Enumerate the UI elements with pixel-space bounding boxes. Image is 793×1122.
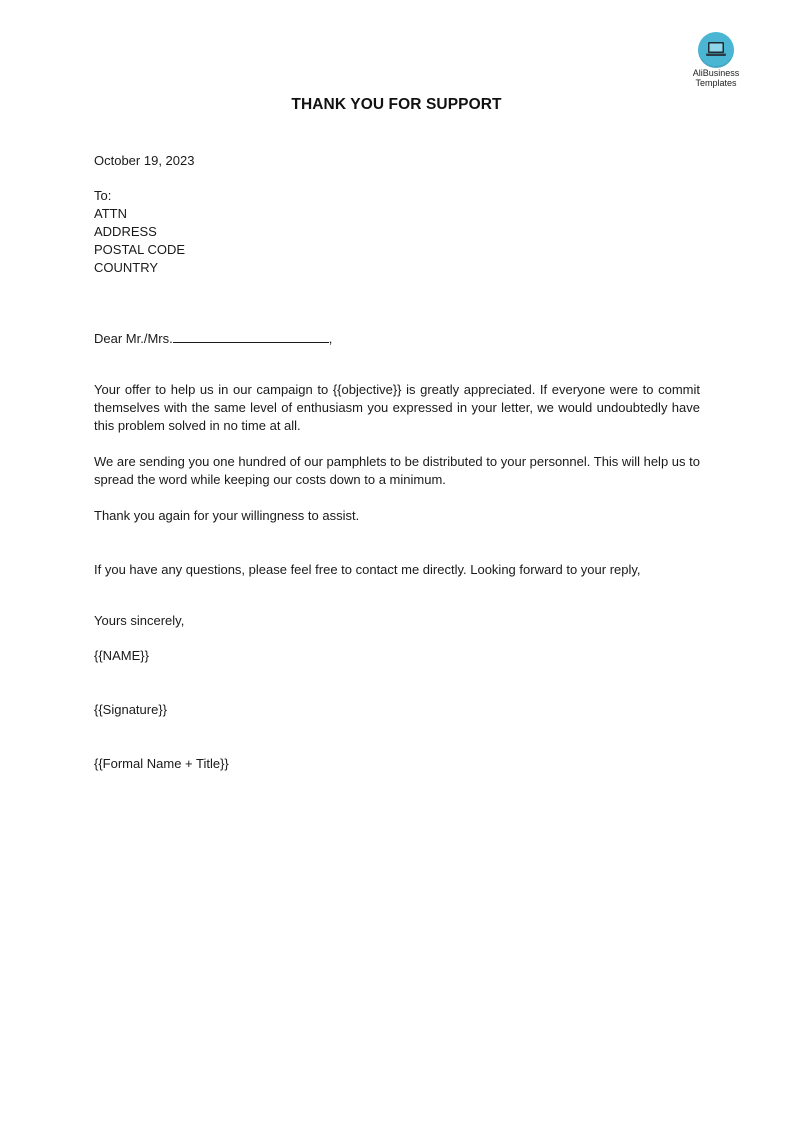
- valediction-text: Yours sincerely,: [94, 613, 185, 628]
- logo-text-line1: AliBusiness: [692, 68, 740, 78]
- letter-title: THANK YOU FOR SUPPORT: [291, 96, 502, 113]
- formal-name-placeholder: {{Formal Name + Title}}: [94, 756, 229, 771]
- recipient-country: COUNTRY: [94, 260, 159, 275]
- body-paragraph-3: [94, 507, 700, 525]
- logo-text-line2: Templates: [695, 78, 737, 88]
- laptop-icon: [705, 41, 727, 59]
- brand-logo: [684, 32, 748, 88]
- recipient-to: To:: [94, 188, 112, 203]
- logo-text: [684, 68, 748, 88]
- salutation: [94, 330, 700, 348]
- recipient-address: ADDRESS: [94, 224, 157, 239]
- body-paragraph-4: [94, 561, 700, 579]
- closing-valediction: [94, 612, 700, 630]
- body-paragraph-2: [94, 453, 700, 489]
- recipient-postal-code: POSTAL CODE: [94, 242, 186, 257]
- paragraph-text: Thank you again for your willingness to assist.: [94, 508, 360, 523]
- paragraph-text: We are sending you one hundred of our pamphlets to be distributed to your personnel. This will help us to spread the word while keeping our costs down to a minimum.: [94, 454, 700, 487]
- logo-circle: [698, 32, 734, 68]
- signature-placeholder: {{Signature}}: [94, 702, 168, 717]
- date-text: October 19, 2023: [94, 153, 195, 168]
- closing-name: [94, 647, 700, 665]
- salutation-blank-line: [173, 330, 329, 343]
- body-paragraph-1: [94, 381, 700, 435]
- recipient-attn: ATTN: [94, 206, 127, 221]
- paragraph-text: If you have any questions, please feel free to contact me directly. Looking forward to your reply,: [94, 562, 641, 577]
- recipient-block: [94, 187, 700, 277]
- name-placeholder: {{NAME}}: [94, 648, 149, 663]
- paragraph-text: Your offer to help us in our campaign to {{objective}} is greatly appreciated. If everyone were to commit themselves with the same level of enthusiasm you expressed in your letter, we would undoubtedly have this problem solved in no time at all.: [94, 382, 700, 433]
- letter-date: [94, 152, 700, 170]
- salutation-prefix: Dear Mr./Mrs.: [94, 331, 173, 346]
- closing-formal-name: [94, 755, 700, 773]
- closing-signature: [94, 701, 700, 719]
- salutation-suffix: ,: [328, 331, 333, 346]
